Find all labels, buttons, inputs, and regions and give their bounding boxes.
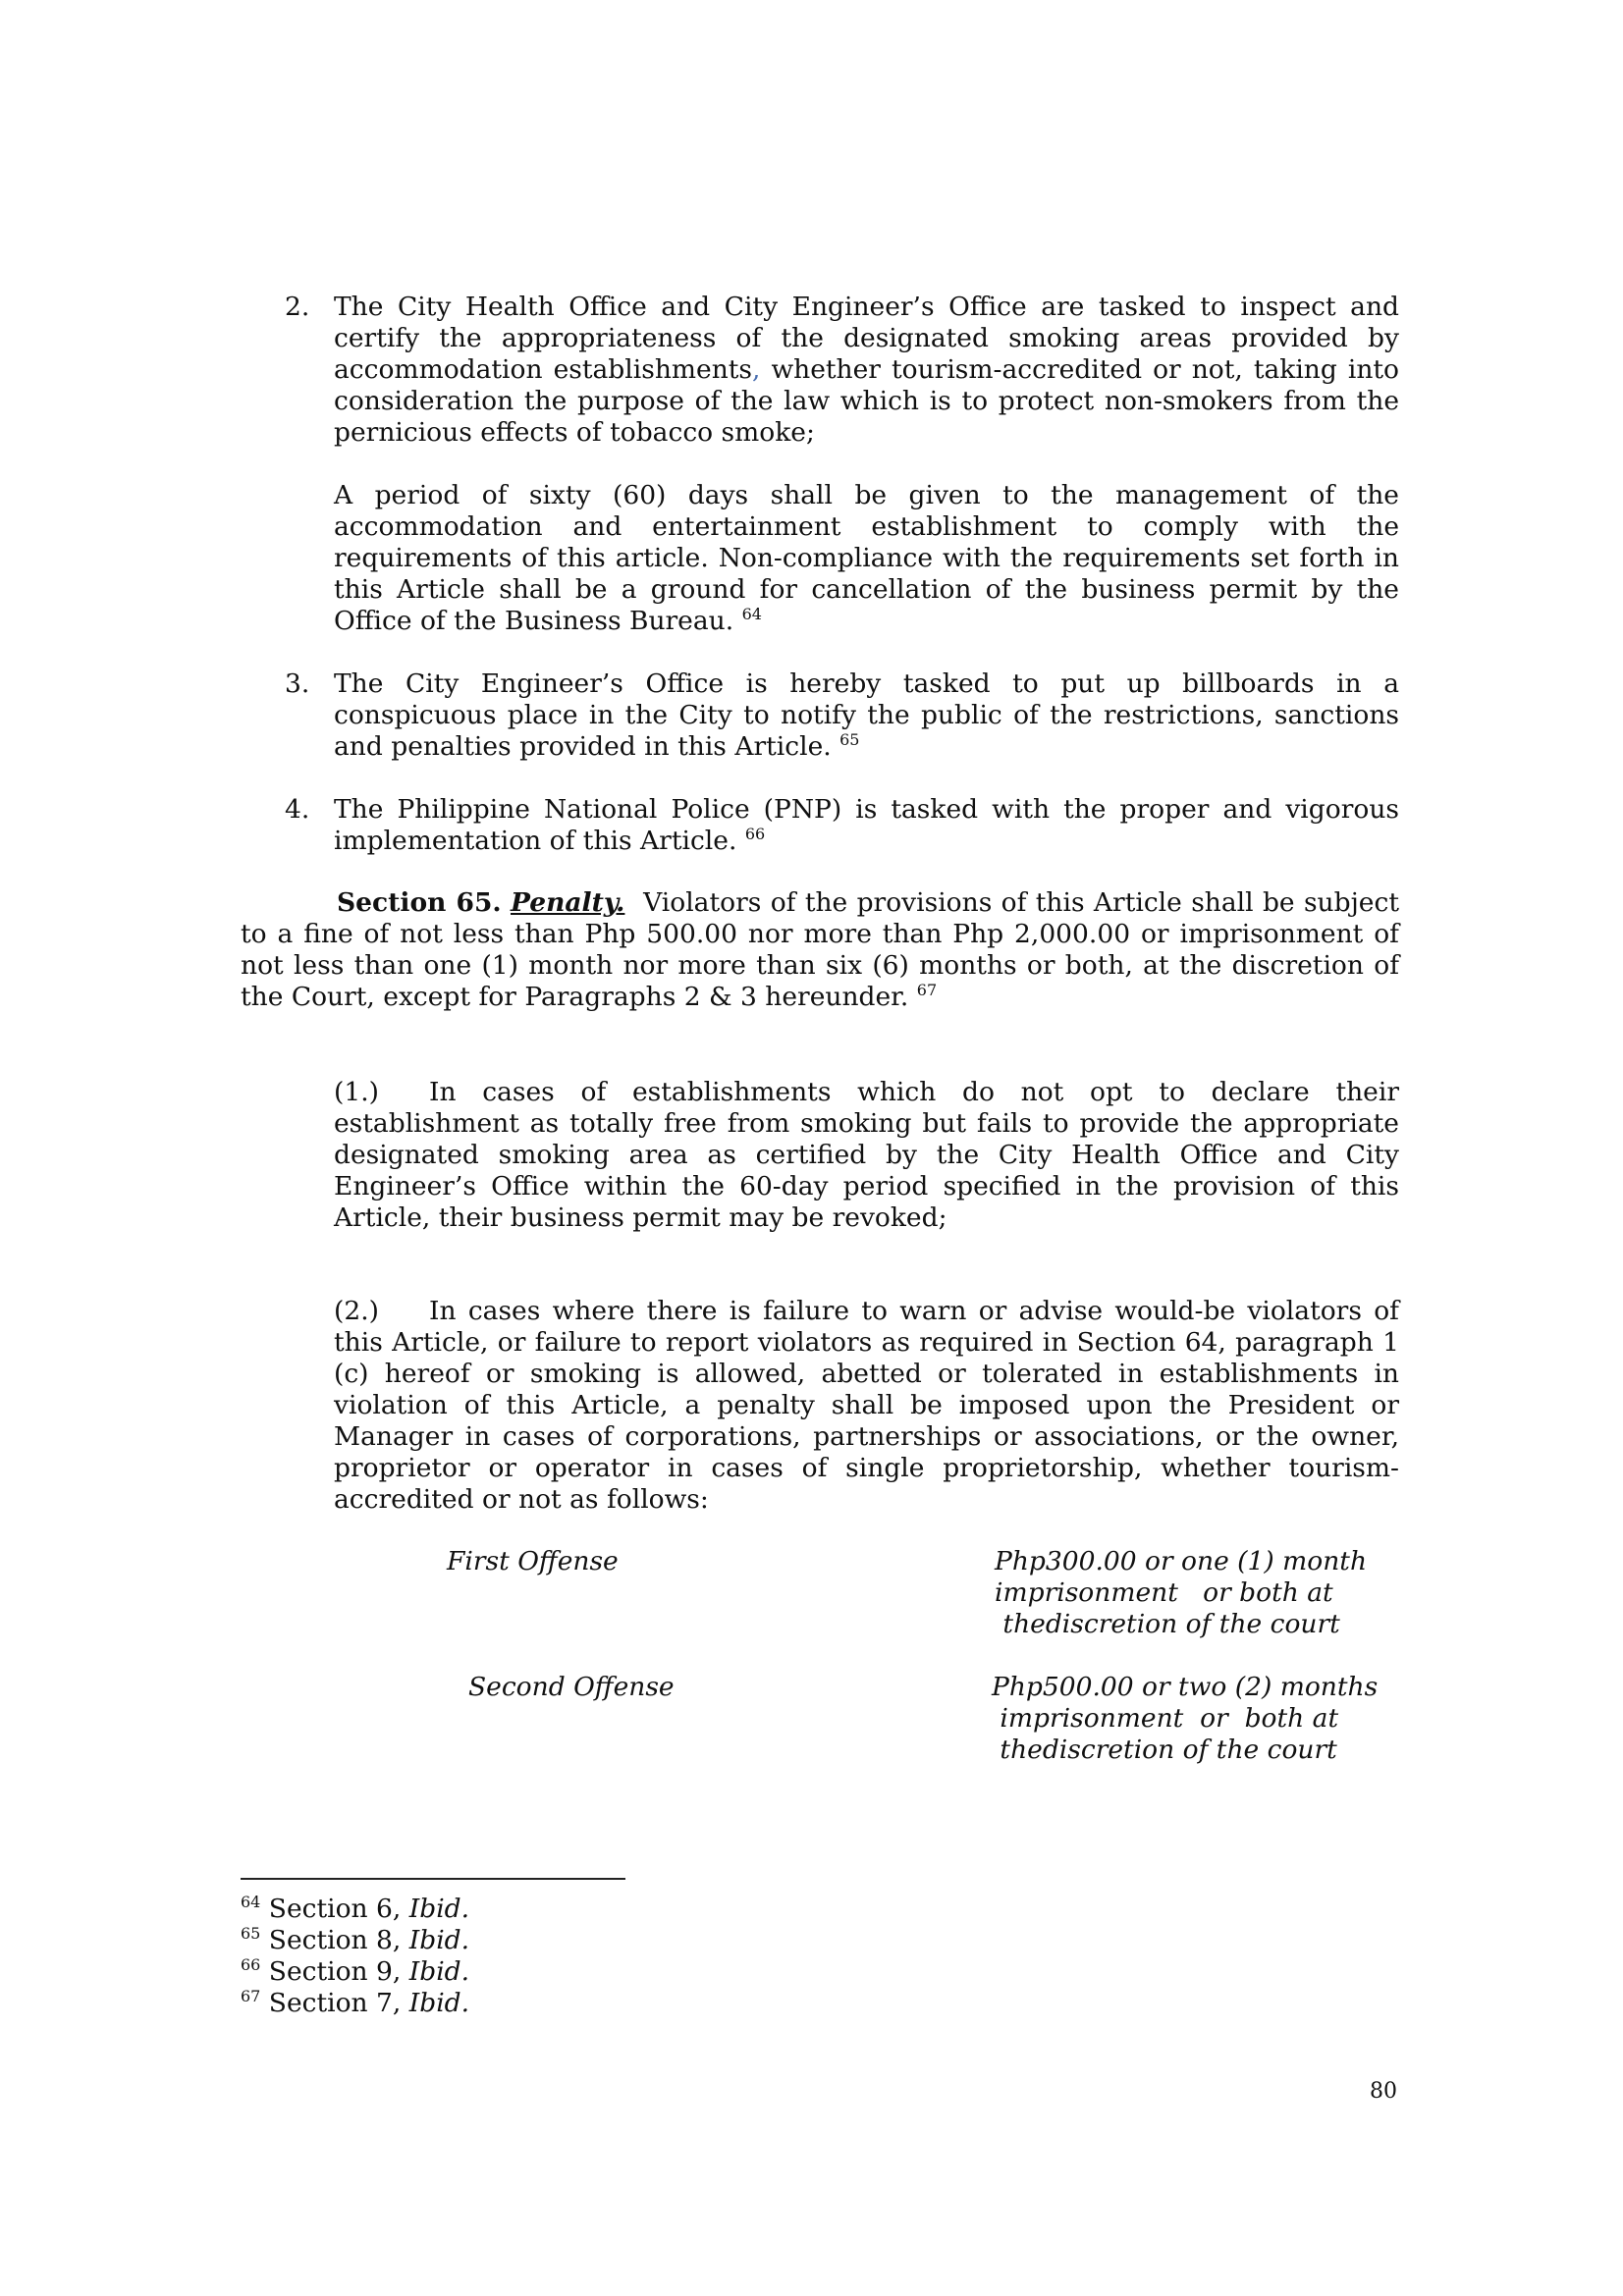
offense-label: First Offense: [447, 1546, 619, 1576]
footnote: $^{65}$ Section 8, Ibid.: [241, 1924, 470, 1955]
footnote-ref: 65: [839, 730, 860, 750]
footnote-divider: [241, 1878, 625, 1880]
list-item-2: [285, 292, 1399, 637]
list-item-number: 2.: [285, 292, 310, 322]
offense-label: Second Offense: [468, 1672, 675, 1702]
footnote-ref: 64: [741, 605, 762, 624]
list-item-text: The Philippine National Police (PNP) is tasked with the proper and vigorous implementation of this Article. $^{66}$: [334, 794, 1399, 856]
list-item-number: 4.: [285, 794, 310, 825]
list-item-paragraph: A period of sixty (60) days shall be given to the management of the accommodation and entertainment establishment to comply with the requirements of this article. Non-compliance with the requirements set forth in this Article shall be a ground for cancellation of the business permit by the Office of the Business Bureau. $^{64}$: [334, 480, 1399, 636]
footnote: $^{66}$ Section 9, Ibid.: [241, 1955, 470, 1987]
list-item-text: The City Engineer’s Office is hereby tasked to put up billboards in a conspicuous place in the City to notify the public of the restrictions, sanctions and penalties provided in this Article. $^{65}$: [334, 668, 1399, 762]
offense-penalty: Php500.00 or two (2) months imprisonment or both at thediscretion of the court: [992, 1672, 1379, 1765]
list-item-text: The City Health Office and City Engineer’s Office are tasked to inspect and certify the appropriateness of the designated smoking areas provided by accommodation establishments, whether tourism-accredited or not, taking into consideration the purpose of the law which is to protect non-smokers from the pernicious effects of tobacco smoke;: [334, 292, 1399, 448]
list-item-4: [285, 794, 1399, 857]
sub-item-number: (1.): [334, 1077, 379, 1107]
section-label: Section 65.: [337, 887, 502, 918]
footnote-ref: 66: [744, 825, 766, 844]
sub-item-text: (1.) In cases of establishments which do not opt to declare their establishment as totally free from smoking but fails to provide the appropriate designated smoking area as certified by the City Health Office and City Engineer’s Office within the 60-day period specified in the provision of this Article, their business permit may be revoked;: [334, 1077, 1399, 1233]
offense-penalty: Php300.00 or one (1) month imprisonment or both at thediscretion of the court: [995, 1546, 1368, 1639]
footnote-ref: 67: [916, 981, 938, 1000]
sub-item-number: (2.): [334, 1296, 379, 1326]
footnote: $^{67}$ Section 7, Ibid.: [241, 1987, 470, 2018]
sub-item-2: [334, 1296, 1399, 1516]
section-title: Penalty.: [511, 887, 625, 918]
sub-item-1: [334, 1077, 1399, 1234]
section-paragraph: Section 65. Penalty. Violators of the provisions of this Article shall be subject to a fine of not less than Php 500.00 nor more than Php 2,000.00 or imprisonment of not less than one (1) month nor more than six (6) months or both, at the discretion of the Court, except for Paragraphs 2 & 3 hereunder. $^{67}$: [241, 887, 1399, 1012]
list-item-number: 3.: [285, 668, 310, 699]
list-item-3: [285, 668, 1399, 763]
section-65: [241, 887, 1399, 1013]
footnote: $^{64}$ Section 6, Ibid.: [241, 1893, 470, 1924]
page-number: 80: [1370, 2079, 1397, 2104]
sub-item-text: (2.) In cases where there is failure to warn or advise would-be violators of this Article, or failure to report violators as required in Section 64, paragraph 1 (c) hereof or smoking is allowed, abetted or tolerated in establishments in violation of this Article, a penalty shall be imposed upon the President or Manager in cases of corporations, partnerships or associations, or the owner, proprietor or operator in cases of single proprietorship, whether tourism- accredited or not as follows:: [334, 1296, 1399, 1515]
